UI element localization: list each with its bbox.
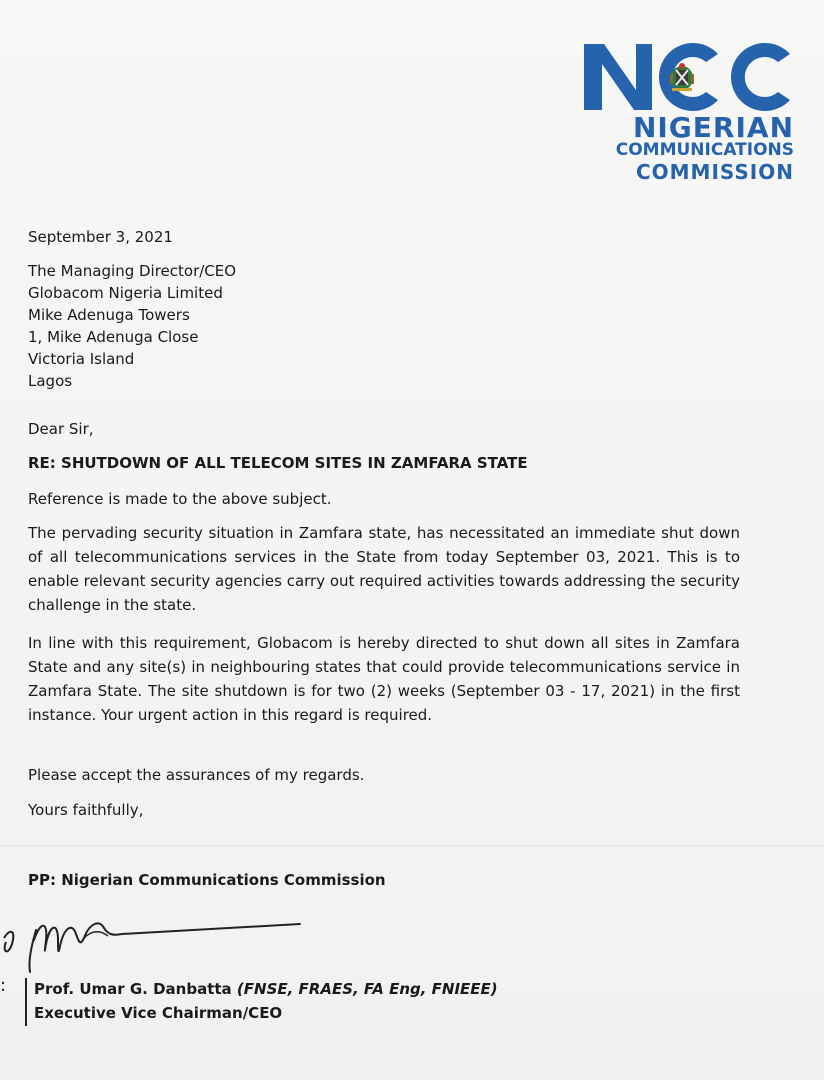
logo-line-communications: COMMUNICATIONS [615, 140, 794, 160]
signature-mark-icon: : [0, 975, 7, 996]
body-paragraph: Reference is made to the above subject. [28, 490, 332, 508]
letter-date: September 3, 2021 [28, 228, 173, 246]
ncc-logo [578, 38, 794, 188]
closing: Yours faithfully, [28, 801, 144, 819]
signatory-credentials: (FNSE, FRAES, FA Eng, FNIEEE) [236, 980, 498, 998]
signatory-title: Executive Vice Chairman/CEO [34, 1004, 283, 1022]
signatory-line [34, 978, 498, 1000]
address-line: Victoria Island [28, 350, 135, 368]
address-line: Mike Adenuga Towers [28, 306, 190, 324]
paper-fold [0, 845, 824, 847]
handwritten-signature-icon [0, 900, 320, 980]
body-paragraph: Please accept the assurances of my regards. [28, 766, 365, 784]
salutation: Dear Sir, [28, 420, 94, 438]
subject-line: RE: SHUTDOWN OF ALL TELECOM SITES IN ZAMFARA STATE [28, 454, 528, 472]
address-line: 1, Mike Adenuga Close [28, 328, 199, 346]
body-paragraph: In line with this requirement, Globacom is hereby directed to shut down all sites in Zamfara State and any site(s) in neighbouring states that could provide telecommunications service in Zamfara State. The site shutdown is for two (2) weeks (September 03 - 17, 2021) in the first instance. Your urgent action in this regard is required. [28, 634, 740, 724]
signature-bar [25, 978, 27, 1026]
signatory-name: Prof. Umar G. Danbatta [34, 980, 232, 998]
address-line: Globacom Nigeria Limited [28, 284, 223, 302]
logo-line-nigerian: NIGERIAN [632, 111, 794, 144]
ncc-emblem-icon [578, 38, 794, 118]
body-paragraph: The pervading security situation in Zamfara state, has necessitated an immediate shut down of all telecommunications services in the State from today September 03, 2021. This is to enable relevant security agencies carry out required activities towards addressing the security challenge in the state. [28, 524, 740, 614]
address-line: Lagos [28, 372, 73, 390]
pp-line: PP: Nigerian Communications Commission [28, 871, 386, 889]
address-line: The Managing Director/CEO [28, 262, 237, 280]
logo-line-commission: COMMISSION [635, 160, 794, 184]
